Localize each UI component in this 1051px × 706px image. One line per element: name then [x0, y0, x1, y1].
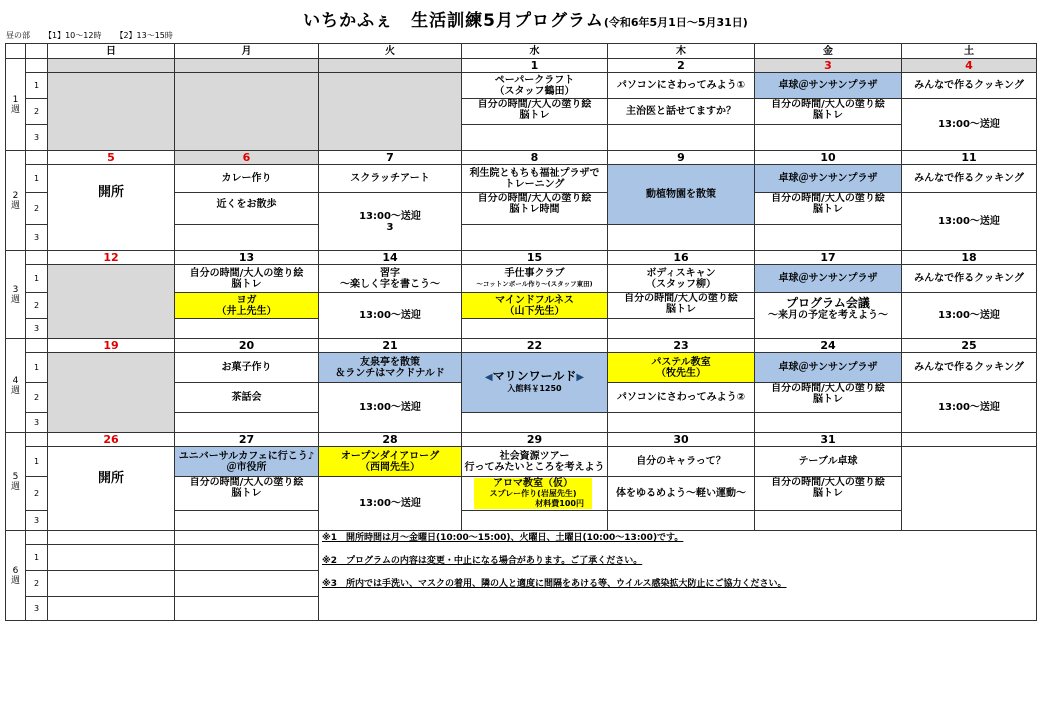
w2-fri-p1: 卓球＠サンサンプラザ [755, 165, 902, 193]
w2-period-1: 1 [26, 165, 48, 193]
w1-thu-date: 2 [608, 59, 755, 73]
w1-sat-p2: 13:00～送迎 [902, 99, 1037, 151]
day-header-sat: 土 [902, 44, 1037, 59]
w2-wed-p2: 自分の時間/大人の塗り絵 脳トレ時間 [462, 193, 608, 225]
week1-date-row [6, 59, 1037, 73]
w1-fri-p2: 自分の時間/大人の塗り絵 脳トレ [755, 99, 902, 125]
w2-tue-p1: スクラッチアート [319, 165, 462, 193]
w5-period-2: 2 [26, 477, 48, 511]
w2-wed-p1: 利生院ともちも福祉プラザで トレーニング [462, 165, 608, 193]
w3-mon-date: 13 [175, 251, 319, 265]
w3-sat-p1: みんなで作るクッキング [902, 265, 1037, 293]
w5-period-1: 1 [26, 447, 48, 477]
w2-mon-p1: カレー作り [175, 165, 319, 193]
w4-fri-p2: 自分の時間/大人の塗り絵 脳トレ [755, 383, 902, 413]
w5-mon-p3 [175, 511, 319, 531]
dolphin-icon: ▶ [576, 372, 585, 383]
title-main: いちかふぇ 生活訓練5月プログラム [303, 11, 604, 31]
w1-sat-p1: みんなで作るクッキング [902, 73, 1037, 99]
w2-fri-date: 10 [755, 151, 902, 165]
day-header-fri: 金 [755, 44, 902, 59]
w4-mon-p1: お菓子作り [175, 353, 319, 383]
w1-period-1: 1 [26, 73, 48, 99]
w5-sat-date [902, 433, 1037, 447]
w3-tue-p2: 13:00～送迎 [319, 293, 462, 339]
w2-sat-p2: 13:00～送迎 [902, 193, 1037, 251]
w1-wed-p3 [462, 125, 608, 151]
w4-period-3: 3 [26, 413, 48, 433]
week5-period1-row [6, 447, 1037, 477]
note-1: ※1 開所時間は月～金曜日(10:00～15:00)、火曜日、土曜日(10:00～13:00)です。 [322, 533, 684, 543]
week5-date-row [6, 433, 1037, 447]
w3-fri-p2-title: プログラム会議 [786, 296, 870, 310]
day-header-mon: 月 [175, 44, 319, 59]
w3-sat-date: 18 [902, 251, 1037, 265]
time-slot-2: 【2】13～15時 [115, 31, 173, 40]
w2-sun-date: 5 [48, 151, 175, 165]
w5-fri-p3 [755, 511, 902, 531]
w3-thu-p3 [608, 319, 755, 339]
w4-period-1: 1 [26, 353, 48, 383]
note-2: ※2 プログラムの内容は変更・中止になる場合があります。ご了承ください。 [322, 556, 643, 566]
w1-thu-p3 [608, 125, 755, 151]
w3-period-2: 2 [26, 293, 48, 319]
w3-tue-p1: 習字 ～楽しく字を書こう～ [319, 265, 462, 293]
w3-fri-p2 [755, 293, 902, 339]
w3-wed-date: 15 [462, 251, 608, 265]
w4-wed-title: ◀マリンワールド▶ [484, 369, 585, 383]
w5-wed-p1: 社会資源ツアー 行ってみたいところを考えよう [462, 447, 608, 477]
day-header-wed: 水 [462, 44, 608, 59]
w6-period-3: 3 [26, 597, 48, 621]
week2-date-spacer [26, 151, 48, 165]
schedule-calendar [5, 43, 1037, 621]
w6-mon-p1 [175, 545, 319, 571]
w5-wed-p2 [462, 477, 608, 511]
w4-thu-p1: パステル教室 （牧先生） [608, 353, 755, 383]
week3-label: 3 週 [6, 251, 26, 339]
w5-thu-date: 30 [608, 433, 755, 447]
week3-date-row [6, 251, 1037, 265]
w5-fri-date: 31 [755, 433, 902, 447]
w2-tue-date: 7 [319, 151, 462, 165]
w3-period-1: 1 [26, 265, 48, 293]
w5-sun-date: 26 [48, 433, 175, 447]
w2-mon-date: 6 [175, 151, 319, 165]
w3-mon-p3 [175, 319, 319, 339]
day-header-tue: 火 [319, 44, 462, 59]
w1-sun-closed [48, 73, 175, 151]
w2-period-2: 2 [26, 193, 48, 225]
w1-mon-closed [175, 73, 319, 151]
title-subtitle: (令和6年5月1日～5月31日) [603, 16, 748, 29]
week4-period1-row [6, 353, 1037, 383]
header-corner-period [26, 44, 48, 59]
w3-mon-p1: 自分の時間/大人の塗り絵 脳トレ [175, 265, 319, 293]
w2-sun-open: 開所 [48, 165, 175, 251]
w5-wed-p3 [462, 511, 608, 531]
w4-thu-p3 [608, 413, 755, 433]
w4-wed-fee: 入館料￥1250 [507, 384, 562, 393]
w3-period-3: 3 [26, 319, 48, 339]
w2-tue-p3-text: 3 [386, 221, 394, 233]
w2-fri-p2: 自分の時間/大人の塗り絵 脳トレ [755, 193, 902, 225]
w1-mon-date [175, 59, 319, 73]
w1-sun-date [48, 59, 175, 73]
w4-period-2: 2 [26, 383, 48, 413]
w3-sat-p2: 13:00～送迎 [902, 293, 1037, 339]
w3-sun-date: 12 [48, 251, 175, 265]
week6-date-spacer [26, 531, 48, 545]
w6-mon-p3 [175, 597, 319, 621]
w2-wed-p3 [462, 225, 608, 251]
w4-mon-p2: 茶話会 [175, 383, 319, 413]
w1-wed-date: 1 [462, 59, 608, 73]
w2-fri-p3 [755, 225, 902, 251]
w4-mon-date: 20 [175, 339, 319, 353]
header-corner-week [6, 44, 26, 59]
w4-sat-p2: 13:00～送迎 [902, 383, 1037, 433]
w3-wed-p1-detail: ～コットンボール作り～(スタッフ東田) [476, 279, 593, 288]
w3-wed-p1 [462, 265, 608, 293]
w5-wed-p2-title: アロマ教室（仮） [493, 478, 573, 489]
w2-tue-p2-text: 13:00～送迎 [359, 210, 421, 222]
w2-sat-p1: みんなで作るクッキング [902, 165, 1037, 193]
w5-tue-p1: オープンダイアローグ （西岡先生） [319, 447, 462, 477]
w2-tue-p2 [319, 193, 462, 251]
w5-mon-p2: 自分の時間/大人の塗り絵 脳トレ [175, 477, 319, 511]
w1-tue-date [319, 59, 462, 73]
w2-mon-p2: 近くをお散歩 [175, 193, 319, 225]
day-header-thu: 木 [608, 44, 755, 59]
week4-date-row [6, 339, 1037, 353]
w1-thu-p2: 主治医と話せてますか？ [608, 99, 755, 125]
w4-tue-date: 21 [319, 339, 462, 353]
week6-date-row [6, 531, 1037, 545]
w2-period-3: 3 [26, 225, 48, 251]
w6-mon-date [175, 531, 319, 545]
w4-sat-date: 25 [902, 339, 1037, 353]
w5-wed-p2-fee: 材料費100円 [535, 499, 584, 508]
page-title [0, 6, 1051, 31]
week1-label: 1 週 [6, 59, 26, 151]
w3-fri-p1: 卓球＠サンサンプラザ [755, 265, 902, 293]
w5-mon-p1: ユニバーサルカフェに行こう♪ ＠市役所 [175, 447, 319, 477]
w5-fri-p2: 自分の時間/大人の塗り絵 脳トレ [755, 477, 902, 511]
w4-wed-date: 22 [462, 339, 608, 353]
w3-tue-date: 14 [319, 251, 462, 265]
w1-sat-date: 4 [902, 59, 1037, 73]
w1-fri-date: 3 [755, 59, 902, 73]
week2-label: 2 週 [6, 151, 26, 251]
week6-label: 6 週 [6, 531, 26, 621]
w4-tue-p2: 13:00～送迎 [319, 383, 462, 433]
w5-thu-p1: 自分のキャラって？ [608, 447, 755, 477]
w2-wed-date: 8 [462, 151, 608, 165]
w3-wed-p2: マインドフルネス （山下先生） [462, 293, 608, 319]
w2-mon-p3 [175, 225, 319, 251]
w3-mon-p2: ヨガ （井上先生） [175, 293, 319, 319]
w6-period-2: 2 [26, 571, 48, 597]
w6-mon-p2 [175, 571, 319, 597]
w4-fri-p1: 卓球＠サンサンプラザ [755, 353, 902, 383]
day-header-sun: 日 [48, 44, 175, 59]
w3-thu-p1: ボディスキャン （スタッフ柳） [608, 265, 755, 293]
w4-thu-p2: パソコンにさわってみよう② [608, 383, 755, 413]
w1-wed-p2: 自分の時間/大人の塗り絵 脳トレ [462, 99, 608, 125]
w1-fri-p3 [755, 125, 902, 151]
w4-tue-p1: 友泉亭を散策 ＆ランチはマクドナルド [319, 353, 462, 383]
w5-sat-empty [902, 447, 1037, 531]
note-3: ※3 所内では手洗い、マスクの着用、隣の人と適度に間隔をあける等、ウイルス感染拡大防止にご協力ください。 [322, 579, 787, 589]
w1-wed-p1: ペーパークラフト （スタッフ鶴田） [462, 73, 608, 99]
w4-wed-all [462, 353, 608, 413]
w1-period-3: 3 [26, 125, 48, 151]
w5-tue-date: 28 [319, 433, 462, 447]
w1-thu-p1: パソコンにさわってみよう① [608, 73, 755, 99]
week4-date-spacer [26, 339, 48, 353]
w2-thu-all: 動植物園を散策 [608, 165, 755, 225]
w3-wed-p3 [462, 319, 608, 339]
w3-thu-date: 16 [608, 251, 755, 265]
weekday-header-row [6, 44, 1037, 59]
week3-date-spacer [26, 251, 48, 265]
w6-sun-p2 [48, 571, 175, 597]
w2-thu-p3 [608, 225, 755, 251]
w6-sun-date [48, 531, 175, 545]
w4-thu-date: 23 [608, 339, 755, 353]
w5-mon-date: 27 [175, 433, 319, 447]
w3-fri-p2-detail: ～来月の予定を考えよう～ [768, 310, 888, 321]
w5-thu-p3 [608, 511, 755, 531]
w2-thu-date: 9 [608, 151, 755, 165]
w2-sat-date: 11 [902, 151, 1037, 165]
w4-fri-p3 [755, 413, 902, 433]
w6-sun-p1 [48, 545, 175, 571]
w5-period-3: 3 [26, 511, 48, 531]
w5-wed-p2-box [474, 478, 592, 509]
time-slot-1: 【1】10～12時 [44, 31, 102, 40]
w4-fri-date: 24 [755, 339, 902, 353]
w4-sat-p1: みんなで作るクッキング [902, 353, 1037, 383]
w4-sun-date: 19 [48, 339, 175, 353]
week1-period1-row [6, 73, 1037, 99]
w5-wed-p2-sub: スプレー作り(岩屋先生) [489, 489, 577, 498]
w5-wed-date: 29 [462, 433, 608, 447]
dolphin-icon: ◀ [484, 372, 493, 383]
w3-wed-p1-title: 手仕事クラブ [504, 267, 565, 279]
w3-sun-closed [48, 265, 175, 339]
week3-period1-row [6, 265, 1037, 293]
w5-sun-open: 開所 [48, 447, 175, 531]
week5-label: 5 週 [6, 433, 26, 531]
w4-wed-p3 [462, 413, 608, 433]
w5-thu-p2: 体をゆるめよう～軽い運動～ [608, 477, 755, 511]
w1-tue-closed [319, 73, 462, 151]
week5-date-spacer [26, 433, 48, 447]
w4-mon-p3 [175, 413, 319, 433]
w1-period-2: 2 [26, 99, 48, 125]
w6-sun-p3 [48, 597, 175, 621]
notes-block [319, 531, 1037, 621]
w6-period-1: 1 [26, 545, 48, 571]
week2-date-row [6, 151, 1037, 165]
time-label: 昼の部 [6, 31, 30, 40]
w3-fri-date: 17 [755, 251, 902, 265]
w5-fri-p1: テーブル卓球 [755, 447, 902, 477]
week4-label: 4 週 [6, 339, 26, 433]
w1-fri-p1: 卓球＠サンサンプラザ [755, 73, 902, 99]
week2-period1-row [6, 165, 1037, 193]
w5-tue-p2: 13:00～送迎 [319, 477, 462, 531]
time-info [6, 30, 187, 41]
week1-date-spacer [26, 59, 48, 73]
w3-thu-p2: 自分の時間/大人の塗り絵 脳トレ [608, 293, 755, 319]
w4-sun-closed [48, 353, 175, 433]
